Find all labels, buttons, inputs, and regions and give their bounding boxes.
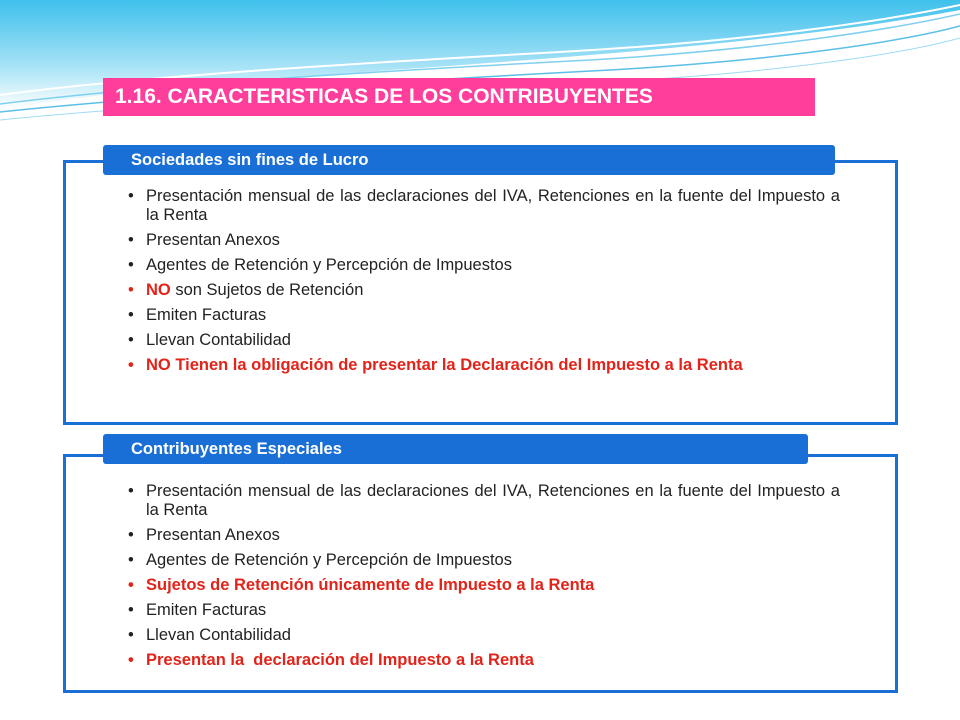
list-item: • Presentación mensual de las declaraciones del IVA, Retenciones en la fuente del Impuesto a la Renta	[128, 482, 840, 519]
section-header-especiales: Contribuyentes Especiales	[103, 434, 808, 464]
list-item: • NO son Sujetos de Retención	[128, 281, 364, 299]
list-item: • Presentan Anexos	[128, 231, 280, 249]
list-item: • Presentan Anexos	[128, 526, 280, 544]
page-title: 1.16. CARACTERISTICAS DE LOS CONTRIBUYENTES	[103, 78, 815, 116]
list-item: • Sujetos de Retención únicamente de Impuesto a la Renta	[128, 576, 595, 594]
section-header-sociedades: Sociedades sin fines de Lucro	[103, 145, 835, 175]
list-item: • Agentes de Retención y Percepción de Impuestos	[128, 551, 512, 569]
list-item: • Emiten Facturas	[128, 601, 267, 619]
list-item: • Llevan Contabilidad	[128, 331, 291, 349]
section-list-especiales	[128, 482, 840, 676]
list-item: • Presentan la declaración del Impuesto a la Renta	[128, 651, 534, 669]
list-item: • Presentación mensual de las declaraciones del IVA, Retenciones en la fuente del Impuesto a la Renta	[128, 187, 840, 224]
section-list-sociedades	[128, 187, 840, 381]
list-item: • Agentes de Retención y Percepción de Impuestos	[128, 256, 512, 274]
list-item: • NO Tienen la obligación de presentar la Declaración del Impuesto a la Renta	[128, 356, 743, 374]
list-item: • Llevan Contabilidad	[128, 626, 291, 644]
list-item: • Emiten Facturas	[128, 306, 267, 324]
